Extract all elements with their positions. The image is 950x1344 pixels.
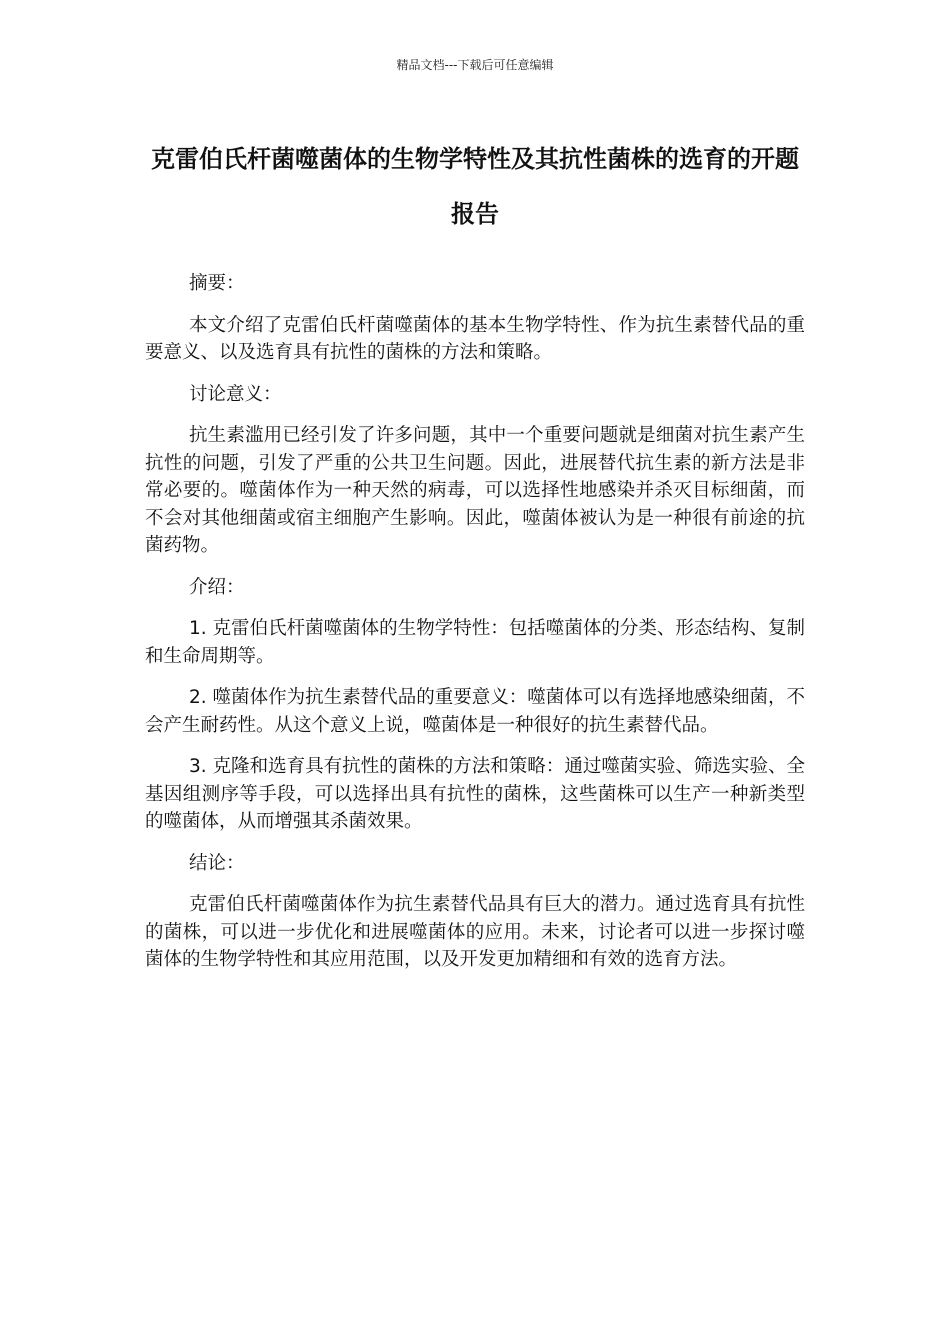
intro-item-2: 2. 噬菌体作为抗生素替代品的重要意义：噬菌体可以有选择地感染细菌，不会产生耐药性。从这个意义上说，噬菌体是一种很好的抗生素替代品。 (145, 687, 805, 736)
significance-heading: 讨论意义： (189, 383, 282, 405)
document-body (145, 270, 805, 988)
abstract-paragraph: 本文介绍了克雷伯氏杆菌噬菌体的基本生物学特性、作为抗生素替代品的重要意义、以及选育具有抗性的菌株的方法和策略。 (145, 314, 805, 363)
significance-paragraph: 抗生素滥用已经引发了许多问题，其中一个重要问题就是细菌对抗生素产生抗性的问题，引发了严重的公共卫生问题。因此，进展替代抗生素的新方法是非常必要的。噬菌体作为一种天然的病毒，可以选择性地感染并杀灭目标细菌，而不会对其他细菌或宿主细胞产生影响。因此，噬菌体被认为是一种很有前途的抗菌药物。 (145, 425, 805, 556)
abstract-heading: 摘要： (189, 273, 245, 294)
page-header-watermark: 精品文档---下载后可任意编辑 (396, 58, 554, 72)
conclusion-paragraph: 克雷伯氏杆菌噬菌体作为抗生素替代品具有巨大的潜力。通过选育具有抗性的菌株，可以进一步优化和进展噬菌体的应用。未来，讨论者可以进一步探讨噬菌体的生物学特性和其应用范围，以及开发更加精细和有效的选育方法。 (145, 894, 805, 970)
document-title: 克雷伯氏杆菌噬菌体的生物学特性及其抗性菌株的选育的开题报告 (151, 145, 799, 228)
conclusion-heading: 结论： (189, 852, 245, 874)
intro-item-1: 1. 克雷伯氏杆菌噬菌体的生物学特性：包括噬菌体的分类、形态结构、复制和生命周期等。 (145, 618, 805, 667)
intro-heading: 介绍： (189, 576, 245, 598)
intro-item-3: 3. 克隆和选育具有抗性的菌株的方法和策略：通过噬菌实验、筛选实验、全基因组测序等手段，可以选择出具有抗性的菌株，这些菌株可以生产一种新类型的噬菌体，从而增强其杀菌效果。 (145, 756, 805, 832)
